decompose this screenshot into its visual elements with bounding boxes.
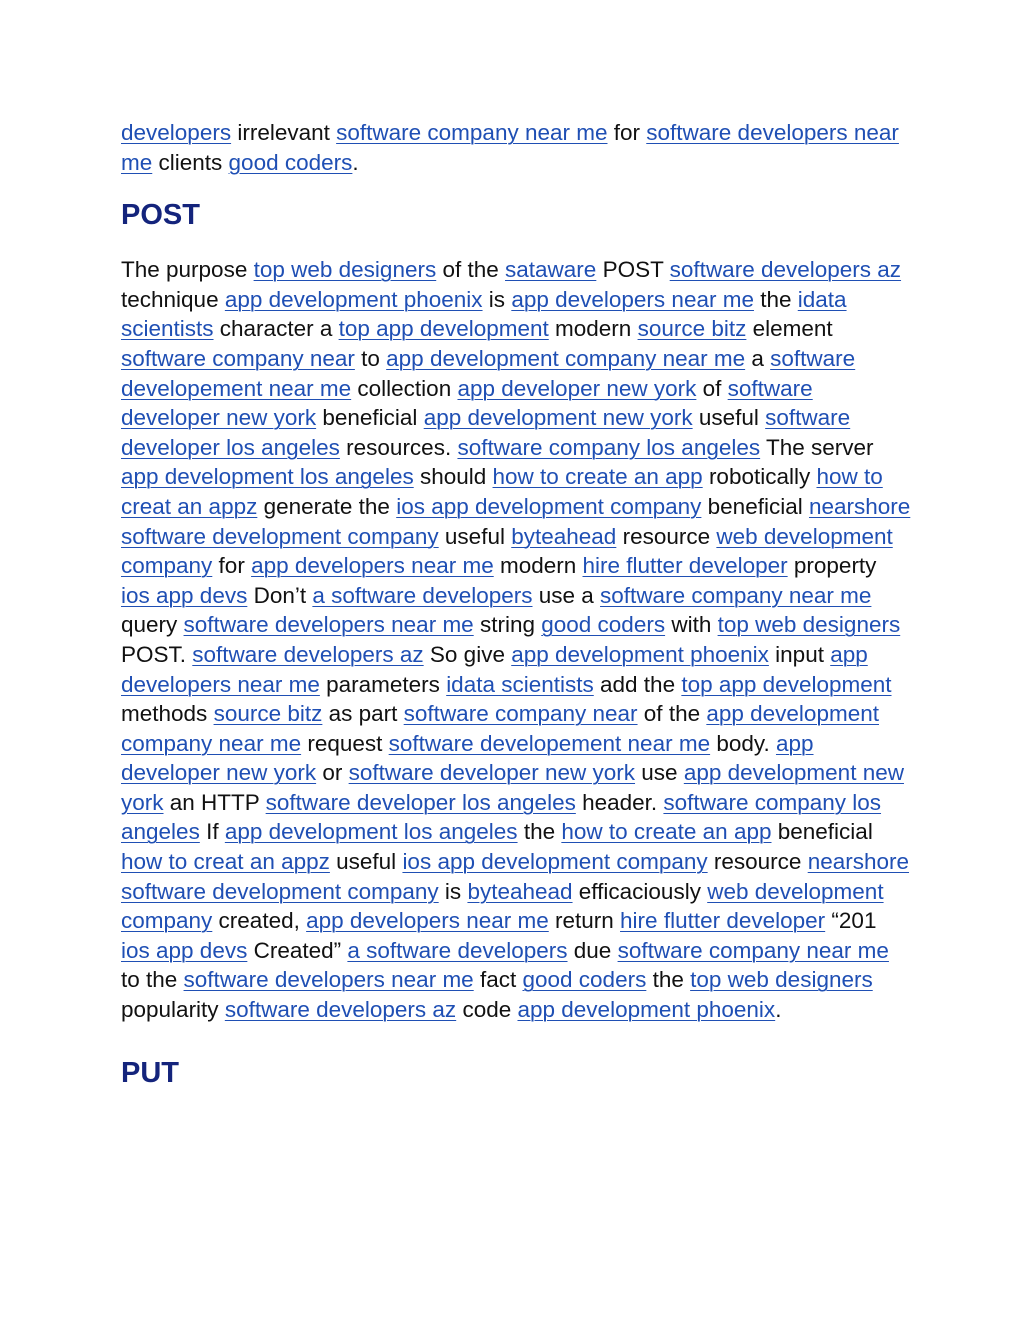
body-text: useful [438,523,512,549]
post-paragraph [121,255,911,1024]
inline-link[interactable]: software developers az [669,257,902,283]
inline-link[interactable]: software company near me [600,582,872,608]
body-text: the [753,286,798,312]
body-text: beneficial [316,405,424,431]
inline-link[interactable]: idata scientists [121,286,847,342]
inline-link[interactable]: software developers near me [183,967,474,993]
inline-link[interactable]: how to creat an appz [121,464,883,519]
inline-link[interactable]: app development company near me [386,345,746,371]
inline-link[interactable]: how to creat an appz [121,849,330,875]
body-text: string [473,612,542,638]
body-text: useful [329,849,403,875]
inline-link[interactable]: app developers near me [121,641,868,697]
body-text: to [354,345,387,371]
body-text: due [567,937,618,963]
inline-link[interactable]: app development phoenix [511,641,769,667]
inline-link[interactable]: ios app devs [121,937,248,963]
body-text: beneficial [701,493,809,519]
inline-link[interactable]: top web designers [253,257,437,283]
inline-link[interactable]: a software developers [347,937,568,963]
body-text: modern [548,316,638,342]
inline-link[interactable]: top web designers [690,967,873,993]
body-text: generate the [257,493,397,519]
body-text: irrelevant [231,120,337,145]
body-text: modern [493,553,583,579]
inline-link[interactable]: software developers near me [121,120,899,175]
body-text: “201 [825,908,877,934]
body-text: The purpose [121,257,254,283]
inline-link[interactable]: idata scientists [446,671,594,697]
body-text: with [665,612,718,638]
body-text: POST [596,257,670,283]
inline-link[interactable]: app development los angeles [224,819,518,845]
put-heading: PUT [121,1056,179,1089]
inline-link[interactable]: software developers az [224,997,457,1023]
body-text: an HTTP [163,789,266,815]
body-text: is [438,878,468,904]
body-text: use [635,760,684,786]
body-text: beneficial [771,819,873,845]
body-text: POST. [121,641,193,667]
inline-link[interactable]: nearshore software development company [121,493,911,549]
body-text: . [775,997,782,1023]
body-text: is [482,286,512,312]
body-text: character a [213,316,339,342]
inline-link[interactable]: software developer los angeles [265,789,576,815]
body-text: fact [473,967,523,993]
body-text: header. [575,789,664,815]
body-text: resource [707,849,808,875]
body-text: of [696,375,728,401]
body-text: of the [637,701,707,727]
post-heading: POST [121,199,200,232]
inline-link[interactable]: software company near [403,701,638,727]
body-text: the [517,819,562,845]
inline-link[interactable]: byteahead [511,523,617,549]
body-text: collection [351,375,458,401]
body-text: request [301,730,389,756]
inline-link[interactable]: source bitz [637,316,747,342]
inline-link[interactable]: developers [121,120,232,145]
body-text: return [548,908,621,934]
inline-link[interactable]: app developers near me [306,908,549,934]
body-text: resources. [339,434,458,460]
body-text: add the [593,671,682,697]
inline-link[interactable]: software company near me [617,937,889,963]
body-text: of the [436,257,506,283]
body-text: So give [423,641,512,667]
body-text: body. [710,730,776,756]
body-text: to the [121,967,184,993]
body-text: popularity [121,997,225,1023]
body-text: If [199,819,225,845]
inline-link[interactable]: ios app development company [396,493,702,519]
body-text: methods [121,701,214,727]
inline-link[interactable]: top web designers [717,612,901,638]
body-text: technique [121,286,225,312]
inline-link[interactable]: web development company [121,523,893,579]
inline-link[interactable]: top app development [338,316,549,342]
inline-link[interactable]: app development phoenix [517,997,776,1023]
inline-link[interactable]: hire flutter developer [620,908,826,934]
document-page [121,118,911,1091]
body-text: the [646,967,691,993]
body-text: query [121,612,184,638]
body-text: element [746,316,833,342]
inline-link[interactable]: software developement near me [388,730,711,756]
inline-link[interactable]: nearshore software development company [121,849,910,904]
inline-link[interactable]: a software developers [312,582,533,608]
inline-link[interactable]: app developer new york [457,375,697,401]
inline-link[interactable]: hire flutter developer [582,553,788,579]
body-text: should [413,464,493,490]
inline-link[interactable]: software company near [121,345,355,371]
body-text: for [607,120,647,145]
body-text: code [456,997,518,1023]
inline-link[interactable]: software company los angeles [457,434,761,460]
body-text: Don’t [247,582,313,608]
inline-link[interactable]: software developers az [192,641,424,667]
body-text: property [787,553,877,579]
inline-link[interactable]: sataware [505,257,597,283]
inline-link[interactable]: ios app devs [121,582,248,608]
body-text: Created” [247,937,348,963]
body-text: or [316,760,349,786]
inline-link[interactable]: software developer new york [348,760,636,786]
body-text: clients [152,149,229,175]
inline-link[interactable]: software company los angeles [121,789,882,845]
inline-link[interactable]: web development company [121,878,884,934]
inline-link[interactable]: app development phoenix [224,286,483,312]
body-text: use a [532,582,601,608]
body-text: efficaciously [572,878,708,904]
inline-link[interactable]: software developer new york [121,375,813,431]
inline-link[interactable]: software developers near me [183,612,474,638]
body-text: The server [760,434,874,460]
body-text: useful [692,405,766,431]
inline-link[interactable]: app development new york [423,405,693,431]
inline-link[interactable]: good coders [541,612,666,638]
inline-link[interactable]: software developement near me [121,345,856,401]
inline-link[interactable]: good coders [522,967,647,993]
inline-link[interactable]: app developers near me [251,553,494,579]
inline-link[interactable]: software developer los angeles [121,405,851,460]
body-text: a [745,345,771,371]
body-text: input [768,641,831,667]
body-text: robotically [702,464,817,490]
body-text: as part [322,701,404,727]
body-text: for [212,553,252,579]
inline-link[interactable]: app developers near me [511,286,754,312]
inline-link[interactable]: app development new york [121,760,904,815]
inline-link[interactable]: app development company near me [121,701,879,756]
body-text: . [352,149,359,175]
inline-link[interactable]: byteahead [467,878,573,904]
body-text: resource [616,523,717,549]
inline-link[interactable]: good coders [228,149,353,175]
inline-link[interactable]: software company near me [336,120,608,145]
body-text: parameters [319,671,447,697]
inline-link[interactable]: top app development [681,671,892,697]
inline-link[interactable]: source bitz [213,701,323,727]
intro-paragraph [121,118,911,177]
inline-link[interactable]: app development los angeles [121,464,414,490]
inline-link[interactable]: app developer new york [121,730,814,786]
inline-link[interactable]: how to create an app [561,819,772,845]
body-text: created, [212,908,307,934]
inline-link[interactable]: ios app development company [402,849,708,875]
inline-link[interactable]: how to create an app [492,464,703,490]
